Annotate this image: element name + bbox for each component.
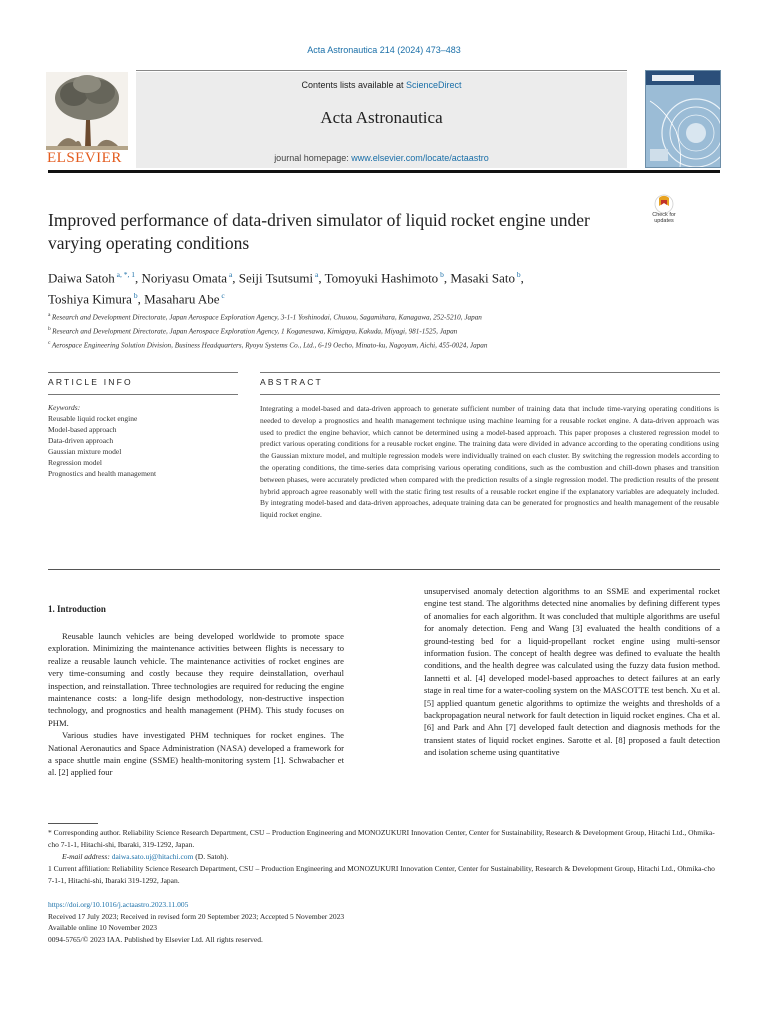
author-list: Daiwa Satoh $^{a, *, 1}$, Noriyasu Omata $^a$, Seiji Tsutsumi $^a$, Tomoyuki Hashimoto $^b$, Masaki Sato $^b$, Toshiya Kimura $^b$, Masaharu Abe $^c$: [48, 270, 524, 307]
affiliation-text: Aerospace Engineering Solution Division, Business Headquarters, Ryoyu Systems Co., Ltd., 6-19 Oecho, Minato-ku, Nagoyam, Aichi, 455-0024, Japan: [51, 341, 488, 350]
publication-info: [48, 899, 720, 945]
keyword-item[interactable]: Data-driven approach: [48, 436, 114, 445]
journal-cover-thumbnail[interactable]: [645, 70, 721, 168]
author-name[interactable]: Seiji Tsutsumi: [238, 270, 314, 286]
journal-citation-link[interactable]: Acta Astronautica 214 (2024) 473–483: [307, 45, 461, 55]
author-name[interactable]: Masaki Sato: [450, 270, 515, 286]
elsevier-wordmark: ELSEVIER: [47, 150, 122, 166]
contents-prefix: Contents lists available at: [301, 80, 407, 90]
email-line: [48, 851, 720, 863]
copyright-line: 0094-5765/© 2023 IAA. Published by Elsevier Ltd. All rights reserved.: [48, 934, 263, 944]
header-top-rule: [136, 70, 627, 71]
article-info-rule-lower: [48, 394, 238, 395]
received-dates: Received 17 July 2023; Received in revised form 20 September 2023; Accepted 5 November 2023: [48, 911, 345, 921]
footnote-rule: [48, 823, 98, 824]
affiliation-item: [48, 310, 728, 324]
author-name[interactable]: Daiwa Satoh: [48, 270, 115, 286]
affiliation-marker: a: [48, 312, 52, 318]
keywords-label: Keywords:: [48, 403, 81, 412]
author-email-link[interactable]: daiwa.sato.uj@hitachi.com: [111, 852, 194, 861]
email-suffix: (D. Satoh).: [193, 852, 229, 861]
journal-name: Acta Astronautica: [320, 108, 443, 127]
article-info-rule: [48, 372, 238, 373]
author-affiliation-marker[interactable]: a: [227, 270, 233, 279]
body-left-column: [48, 630, 344, 779]
abstract-end-rule: [48, 569, 720, 570]
author-affiliation-marker[interactable]: c: [219, 291, 225, 301]
abstract-rule-lower: [260, 394, 720, 395]
footnotes-block: [48, 827, 720, 887]
journal-homepage-link[interactable]: www.elsevier.com/locate/actaastro: [351, 153, 489, 163]
keyword-item[interactable]: Reusable liquid rocket engine: [48, 414, 138, 423]
affiliation-marker: c: [48, 339, 52, 346]
affiliation-item: [48, 324, 728, 338]
keyword-item[interactable]: Model-based approach: [48, 425, 117, 434]
author-affiliation-marker[interactable]: a: [313, 270, 319, 279]
author-name[interactable]: Masaharu Abe: [144, 291, 220, 307]
doi-link[interactable]: https://doi.org/10.1016/j.actaastro.2023.11.005: [48, 900, 189, 909]
abstract-heading: ABSTRACT: [260, 377, 323, 387]
corresponding-author-note: * Corresponding author. Reliability Science Research Department, CSU – Production Engineering and MONOZUKURI Innovation Center, Center for Sustainability, Research & Development Group, Hitachi Ltd., Ohmika-cho 7-1-1, Hitachi-shi, Ibaraki, 319-1292, Japan.: [48, 828, 715, 849]
body-paragraph: unsupervised anomaly detection algorithms to an SSME and experimental rocket engine test stand. The algorithms detected nine anomalies by defining different types of anomalies for each algorithm. It was concluded that multiple algorithms are useful for anomaly detection. Feng and Wang [3] evaluated the health conditions of a ground-testing bed for a liquid-propellant rocket engine using multi-sensor information fusion. The concept of health degree was defined to evaluate the health conditions, and the health degree was calculated using the fuzzy data fusion method. Iannetti et al. [4] developed model-based approaches to detect failures at an early stage in real time for a water-cooling system on the MASCOTTE test bench. Xu et al. [5] applied quantum genetic algorithms to optimize the weights and thresholds of a backpropagation neural network for fault detection in liquid rocket engines. Cha et al. [6] and Park and Ahn [7] developed fault detection and diagnosis methods for the transient states of liquid rocket engines. Sarotte et al. [8] proposed a fault detection and isolation scheme using quantitative: [424, 586, 720, 758]
author-name[interactable]: Tomoyuki Hashimoto: [324, 270, 439, 286]
keywords-block: [48, 402, 238, 479]
author-affiliation-marker[interactable]: a, *, 1: [114, 270, 136, 279]
affiliation-text: Research and Development Directorate, Japan Aerospace Exploration Agency, 1 Koganesawa, Kimigaya, Kakuda, Miyagi, 981-1525, Japan: [52, 327, 458, 336]
check-for-updates-label[interactable]: Check for updates: [652, 212, 676, 224]
author-affiliation-marker[interactable]: b: [438, 270, 444, 279]
affiliation-text: Research and Development Directorate, Japan Aerospace Exploration Agency, 3-1-1 Yoshinodai, Chuuou, Sagamihara, Kanagawa, 252-5210, Japan: [51, 313, 482, 322]
available-online: Available online 10 November 2023: [48, 923, 157, 932]
sciencedirect-link[interactable]: ScienceDirect: [406, 80, 462, 90]
abstract-rule: [260, 372, 720, 373]
affiliation-item: [48, 338, 728, 352]
homepage-label: journal homepage:: [274, 153, 352, 163]
author-name[interactable]: Toshiya Kimura: [48, 291, 132, 307]
body-paragraph: Various studies have investigated PHM techniques for rocket engines. The National Aeronautics and Space Administration (NASA) developed a framework for a space shuttle main engine (SSME) health-monitoring system [1]. Schwabacher et al. [2] applied four: [48, 730, 344, 778]
keyword-item[interactable]: Prognostics and health management: [48, 469, 157, 478]
keyword-item[interactable]: Regression model: [48, 458, 102, 467]
article-info-heading: ARTICLE INFO: [48, 377, 133, 387]
journal-homepage-line: [136, 153, 627, 163]
contents-lists-line: [136, 80, 627, 90]
affiliation-marker: b: [48, 325, 53, 332]
affiliation-list: [48, 310, 728, 352]
current-affiliation-note: 1 Current affiliation: Reliability Science Research Department, CSU – Production Engineering and MONOZUKURI Innovation Center, Center for Sustainability, Research & Development Group, Hitachi Ltd., Ohmika-cho 7-1-1, Hitachi-shi, Ibaraki 319-1292, Japan.: [48, 864, 715, 885]
body-right-column: [424, 585, 720, 759]
section-heading-introduction: 1. Introduction: [48, 604, 106, 614]
abstract-text: Integrating a model-based and data-driven approach to generate sufficient number of training data that include time-varying operating conditions is needed to develop a prognostics and health management technique using machine learning for a reusable rocket engine. A data-driven approach was used to predict the engine behavior, which cannot be determined using a model-based approach. This paper proposes a clustered regression model to predict various operating conditions for a reusable rocket engine. The training data were divided in advance according to the operating conditions using the Gaussian mixture model, and multiple regression models were individually trained on each cluster. By switching the regression models according to the operating conditions, the time-series data comprising various operating conditions, such as the combustion and chill-down phases and transition between phases, were accurately predicted when compared with the prediction results of a single regression model. The prediction results of the present hybrid approach agree reasonably well with the static firing test results of a reusable rocket engine if the explanatory variables are adequately included. By integrating model-based and data-driven approaches, adequate training data can be generated for prognostics and health management of the reusable liquid rocket engine.: [260, 404, 719, 520]
author-affiliation-marker[interactable]: b: [131, 291, 138, 301]
header-bottom-rule: [48, 170, 720, 173]
email-label: E-mail address:: [62, 852, 112, 861]
keyword-item[interactable]: Gaussian mixture model: [48, 447, 122, 456]
body-paragraph: Reusable launch vehicles are being developed worldwide to promote space exploration. Minimizing the maintenance activities between flights is necessary to realize a reusable launch vehicle. The maintenance activities of rocket engines are very time-consuming and costly because they require deinstallation, overhaul inspection, and reinstallation. Three technologies are required for reducing the engine maintenance costs: a long-life design methodology, non-destructive inspection technology, and prognostics and health management (PHM). This study focuses on PHM.: [48, 631, 344, 728]
author-affiliation-marker[interactable]: b: [514, 270, 521, 279]
article-title: Improved performance of data-driven simulator of liquid rocket engine under varying operating conditions: [48, 210, 590, 253]
author-name[interactable]: Noriyasu Omata: [141, 270, 228, 286]
